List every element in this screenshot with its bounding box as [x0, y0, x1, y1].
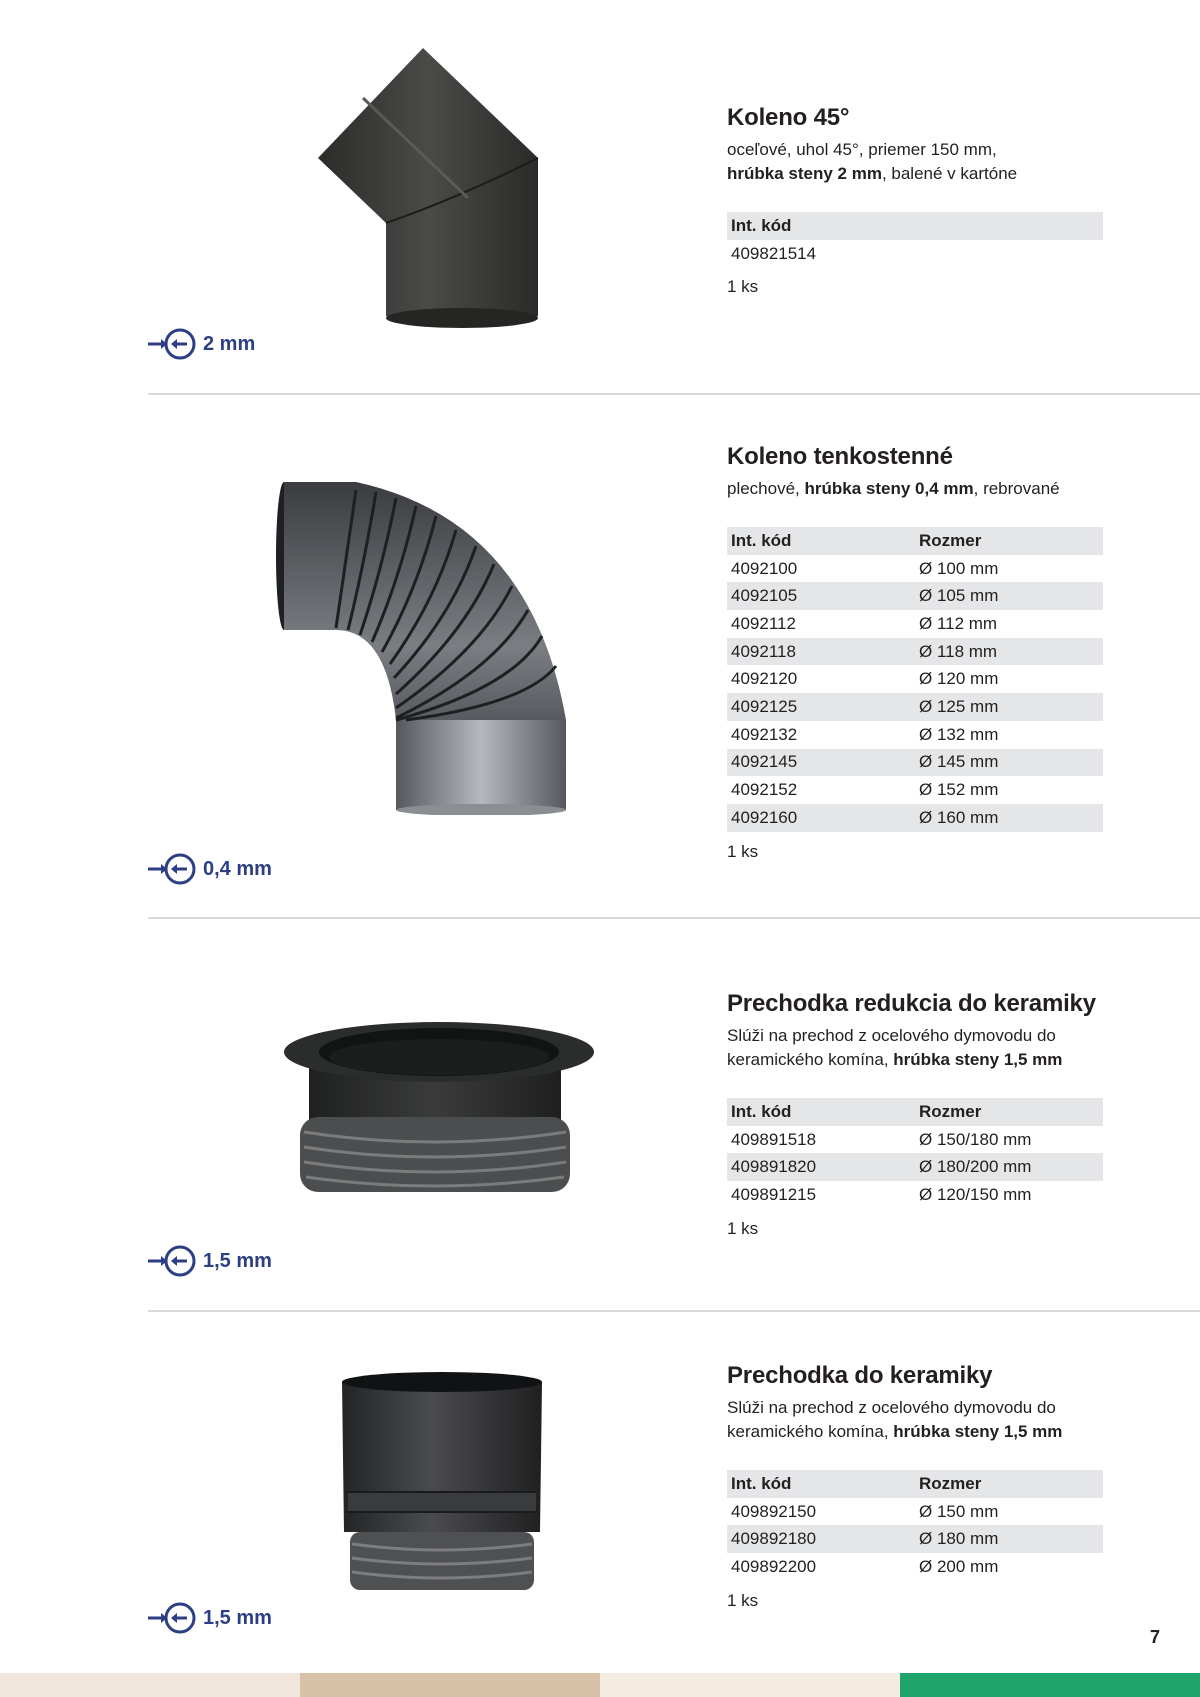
size-cell: Ø 120 mm	[919, 669, 999, 689]
size-cell: Ø 152 mm	[919, 780, 999, 800]
product-info	[727, 990, 1103, 1239]
table-row	[727, 1498, 1103, 1526]
size-cell: Ø 200 mm	[919, 1556, 999, 1576]
wall-thickness-value: 1,5 mm	[203, 1606, 272, 1629]
column-header-rozmer: Rozmer	[919, 1101, 982, 1121]
size-cell: Ø 125 mm	[919, 696, 999, 716]
product-title: Koleno 45°	[727, 104, 850, 131]
table-row	[727, 693, 1103, 721]
elbow-45-pipe-icon	[318, 48, 543, 330]
code-cell: 409891215	[731, 1184, 817, 1204]
footer-color-bar	[0, 1673, 1200, 1697]
size-cell: Ø 150 mm	[919, 1501, 999, 1521]
code-cell: 4092145	[731, 752, 798, 772]
wall-thickness-value: 1,5 mm	[203, 1249, 272, 1272]
code-cell: 4092105	[731, 586, 798, 606]
code-cell: 409821514	[731, 243, 817, 263]
column-header-int-kod: Int. kód	[731, 1473, 792, 1493]
table-row	[727, 749, 1103, 777]
wall-thickness-indicator	[147, 851, 272, 887]
product-description: plechové, hrúbka steny 0,4 mm, rebrované	[727, 479, 1060, 498]
corrugated-elbow-icon	[276, 480, 572, 815]
column-header-int-kod: Int. kód	[731, 530, 792, 550]
code-cell: 409891518	[731, 1129, 817, 1149]
code-cell: 4092120	[731, 669, 798, 689]
section-divider	[148, 917, 1200, 919]
table-row	[727, 240, 1103, 268]
table-header-row	[727, 1470, 1103, 1498]
code-cell: 409892180	[731, 1529, 817, 1549]
code-cell: 409892200	[731, 1556, 817, 1576]
wall-thickness-icon	[147, 851, 197, 887]
table-row	[727, 1181, 1103, 1209]
size-cell: Ø 160 mm	[919, 807, 999, 827]
wall-thickness-icon	[147, 1243, 197, 1279]
size-cell: Ø 180 mm	[919, 1529, 999, 1549]
product-info	[727, 104, 1103, 297]
table-row	[727, 721, 1103, 749]
product-size-table	[727, 1098, 1103, 1209]
table-row	[727, 804, 1103, 832]
code-cell: 409892150	[731, 1501, 817, 1521]
table-row	[727, 1153, 1103, 1181]
product-info	[727, 1362, 1103, 1611]
footer-segment	[300, 1673, 600, 1697]
product-title: Koleno tenkostenné	[727, 443, 953, 470]
column-header-rozmer: Rozmer	[919, 530, 982, 550]
wall-thickness-icon	[147, 326, 197, 362]
product-code-table	[727, 212, 1103, 267]
code-cell: 4092125	[731, 696, 798, 716]
table-row	[727, 610, 1103, 638]
column-header-rozmer: Rozmer	[919, 1473, 982, 1493]
size-cell: Ø 118 mm	[919, 641, 998, 661]
code-cell: 4092152	[731, 780, 798, 800]
product-title: Prechodka do keramiky	[727, 1362, 993, 1389]
table-row	[727, 1525, 1103, 1553]
code-cell: 4092118	[731, 641, 796, 661]
table-header-row	[727, 1098, 1103, 1126]
package-quantity: 1 ks	[727, 841, 759, 861]
product-description: Slúži na prechod z ocelového dymovodu do keramického komína, hrúbka steny 1,5 mm	[727, 1398, 1063, 1441]
column-header-int-kod: Int. kód	[731, 1101, 792, 1121]
footer-segment	[600, 1673, 900, 1697]
table-row	[727, 555, 1103, 583]
size-cell: Ø 180/200 mm	[919, 1157, 1032, 1177]
pipe-adapter-icon	[340, 1372, 545, 1602]
package-quantity: 1 ks	[727, 1590, 759, 1610]
size-cell: Ø 145 mm	[919, 752, 999, 772]
code-cell: 409891820	[731, 1157, 817, 1177]
product-description: oceľové, uhol 45°, priemer 150 mm, hrúbka steny 2 mm, balené v kartóne	[727, 140, 1018, 183]
size-cell: Ø 132 mm	[919, 724, 999, 744]
code-cell: 4092112	[731, 613, 796, 633]
size-cell: Ø 150/180 mm	[919, 1129, 1032, 1149]
size-cell: Ø 100 mm	[919, 558, 999, 578]
size-cell: Ø 112 mm	[919, 613, 998, 633]
wall-thickness-icon	[147, 1600, 197, 1636]
wall-thickness-value: 2 mm	[203, 332, 256, 355]
size-cell: Ø 120/150 mm	[919, 1184, 1032, 1204]
product-size-table	[727, 527, 1103, 832]
product-info	[727, 443, 1103, 862]
page-number: 7	[1150, 1627, 1161, 1647]
product-size-table	[727, 1470, 1103, 1581]
table-header-row	[727, 527, 1103, 555]
code-cell: 4092100	[731, 558, 798, 578]
product-description: Slúži na prechod z ocelového dymovodu do keramického komína, hrúbka steny 1,5 mm	[727, 1026, 1063, 1069]
footer-segment	[900, 1673, 1200, 1697]
table-row	[727, 776, 1103, 804]
column-header-int-kod: Int. kód	[731, 215, 792, 235]
code-cell: 4092160	[731, 807, 798, 827]
section-divider	[148, 1310, 1200, 1312]
table-row	[727, 1553, 1103, 1581]
wall-thickness-indicator	[147, 1243, 272, 1279]
package-quantity: 1 ks	[727, 277, 759, 297]
table-row	[727, 582, 1103, 610]
flanged-reducer-icon	[284, 1017, 594, 1207]
table-row	[727, 638, 1103, 666]
section-divider	[148, 393, 1200, 395]
table-header-row	[727, 212, 1103, 240]
footer-segment	[0, 1673, 300, 1697]
size-cell: Ø 105 mm	[919, 586, 999, 606]
package-quantity: 1 ks	[727, 1218, 759, 1238]
table-row	[727, 665, 1103, 693]
code-cell: 4092132	[731, 724, 798, 744]
product-title: Prechodka redukcia do keramiky	[727, 990, 1096, 1017]
wall-thickness-value: 0,4 mm	[203, 857, 272, 880]
table-row	[727, 1126, 1103, 1154]
wall-thickness-indicator	[147, 326, 255, 362]
wall-thickness-indicator	[147, 1600, 272, 1636]
